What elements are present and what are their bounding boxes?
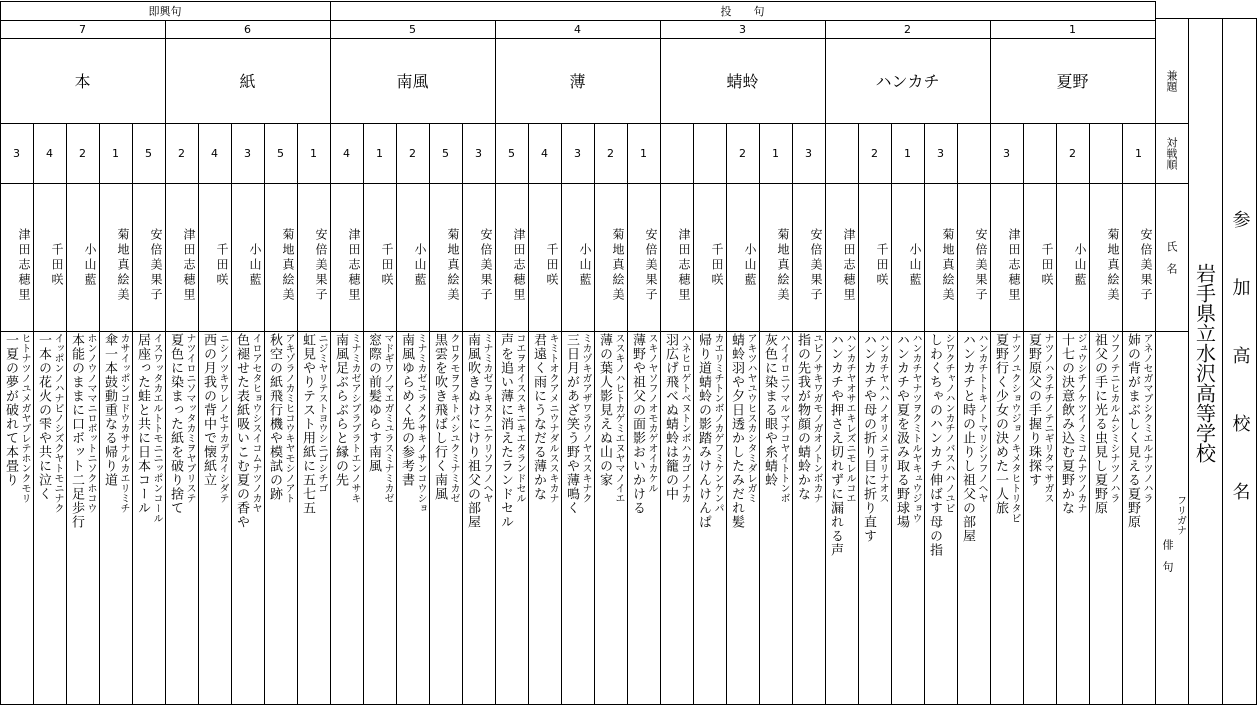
toku-header [330,2,1155,20]
entry-haiku-block [495,333,528,703]
entry-name-text: 菊地真絵美 [611,227,625,303]
entry-order [198,123,231,183]
entry-name-text: 小山藍 [83,242,97,288]
entry-order [1089,123,1122,183]
entry-order [165,123,198,183]
entry-order [957,123,990,183]
entry-order-text: 2 [1069,146,1076,160]
entry-furigana: ナツイロニソマッタカミヲヤブリステ [184,333,195,503]
entry-haiku: 三日月があざ笑う野や薄鳴く [564,333,579,515]
entry-name-text: 千田咲 [710,242,724,288]
entry-haiku-block [165,333,198,703]
entry-haiku-block [1122,333,1155,703]
entry-haiku-block [858,333,891,703]
entry-haiku: 秋空の紙飛行機や模試の跡 [267,333,282,501]
entry-name-text: 安倍美果子 [809,227,823,303]
entry-furigana: シワクチャノハンカチノバスハハノユビ [943,333,954,513]
entry-order-text: 3 [805,146,812,160]
entry-haiku-block [297,333,330,703]
entry-furigana: コエヲオイススキニキエタランドセル [514,333,525,503]
sokkyo-header [0,2,330,20]
entry-haiku-block [132,333,165,703]
entry-haiku: 君遠く雨にうなだる薄かな [531,333,546,501]
entry-furigana: カサイッポンコドウカサナルカエリミチ [118,333,129,513]
entry-name-text: 安倍美果子 [314,227,328,303]
entry-order-text: 1 [1135,146,1142,160]
entry-haiku-block [594,333,627,703]
entry-name [825,183,858,331]
entry-furigana: カエリミチトンボノカゲフミケンケンパ [712,333,723,513]
entry-haiku-block [363,333,396,703]
entry-order [495,123,528,183]
entry-haiku-block [792,333,825,703]
round-number [825,20,990,38]
entry-haiku: 一本の花火の雫や共に泣く [36,333,51,501]
entry-order-text: 2 [178,146,185,160]
entry-name [429,183,462,331]
entry-haiku: 本能のままに口ボット二足歩行 [69,333,84,529]
entry-haiku: ハンカチと時の止りし祖父の部屋 [960,333,975,543]
sokkyo-label: 即興句 [148,5,182,18]
round-number-text: 6 [244,22,251,36]
entry-order [693,123,726,183]
side-top-rule [1155,18,1257,19]
entry-name-text: 菊地真絵美 [446,227,460,303]
entry-order [231,123,264,183]
entry-order-text: 2 [607,146,614,160]
entry-order [462,123,495,183]
entry-name [924,183,957,331]
entry-haiku: 指の先我が物顔の蜻蛉かな [795,333,810,501]
entry-order-text: 5 [508,146,515,160]
round-number-text: 7 [79,22,86,36]
entry-name [0,183,33,331]
entry-haiku: 南風ゆらめく先の参考書 [399,333,414,487]
entry-name [495,183,528,331]
entry-name [462,183,495,331]
round-topic [660,38,825,123]
entry-order-text: 1 [904,146,911,160]
school-name-text: 岩手県立水沢高等学校 [1192,263,1217,463]
entry-name-text: 千田咲 [380,242,394,288]
entry-name-text: 千田咲 [215,242,229,288]
entry-name [99,183,132,331]
entry-name-text: 小山藍 [248,242,262,288]
entry-haiku: 夏野行く少女の決めた一人旅 [993,333,1008,515]
entry-name [132,183,165,331]
entry-haiku: 傘一本鼓動重なる帰り道 [102,333,117,487]
entry-name [264,183,297,331]
entry-haiku: 夏色に染まった紙を破り捨て [168,333,183,515]
school-header-text: 参 加 高 校 名 [1229,210,1251,516]
entry-name-text: 安倍美果子 [149,227,163,303]
entry-name-text: 津田志穂里 [677,227,691,303]
entry-haiku: 灰色に染まる眼や糸蜻蛉 [762,333,777,487]
entry-haiku: 黒雲を吹き飛ばし行く南風 [432,333,447,501]
entry-name [198,183,231,331]
entry-furigana: ユビノサキワガモノガオノトンボカナ [811,333,822,503]
toku-label: 投 句 [720,5,765,18]
entry-name-text: 菊地真絵美 [116,227,130,303]
entry-haiku: 声を追い薄に消えたランドセル [498,333,513,529]
entry-order [924,123,957,183]
entry-order [1023,123,1056,183]
entry-name [594,183,627,331]
entry-name-text: 津田志穂里 [842,227,856,303]
entry-order-text: 4 [541,146,548,160]
furigana-text: フリガナ [1174,495,1186,535]
entry-haiku: 薄野や祖父の面影おいかける [630,333,645,515]
entry-name [330,183,363,331]
entry-haiku: 居座った蛙と共に日本コール [135,333,150,515]
entry-furigana: ミナミカゼユラメクサキノサンコウショ [415,333,426,513]
entry-order-text: 5 [442,146,449,160]
entry-order-text: 1 [376,146,383,160]
entry-haiku-block [0,333,33,703]
entry-name-text: 千田咲 [545,242,559,288]
entry-furigana: ハネヒロゲトベヌトンボハカゴノナカ [679,333,690,503]
entry-name [1089,183,1122,331]
entry-name-text: 小山藍 [413,242,427,288]
entry-haiku-block [264,333,297,703]
entry-order-text: 3 [475,146,482,160]
entry-haiku-block [198,333,231,703]
entry-haiku: 十七の決意飲み込む夏野かな [1059,333,1074,515]
entry-name [759,183,792,331]
round-number [165,20,330,38]
entry-name [990,183,1023,331]
entry-haiku: 色褪せた表紙吸いこむ夏の香や [234,333,249,529]
entry-name [297,183,330,331]
round-topic [0,38,165,123]
entry-name [726,183,759,331]
entry-furigana: ハンカチヤオサエキレズニモレルコエ [844,333,855,503]
round-topic-text: 薄 [569,72,586,91]
entry-name-text: 菊地真絵美 [776,227,790,303]
haiku-text: 俳 句 [1161,538,1174,572]
round-topic-text: 本 [74,72,91,91]
entry-haiku-block [990,333,1023,703]
shimei-label [1157,184,1185,330]
entry-haiku-block [1023,333,1056,703]
entry-order-text: 2 [409,146,416,160]
entry-furigana: ミナミカゼアシブラブラトエンノサキ [349,333,360,503]
entry-haiku: しわくちゃのハンカチ伸ばす母の指 [927,333,942,557]
entry-haiku: 窓際の前髪ゆらす南風 [366,333,381,473]
entry-furigana: ジュウシチノケツイノミコムナツノカナ [1075,333,1086,513]
round-topic [990,38,1155,123]
entry-haiku-block [396,333,429,703]
round-number-text: 2 [904,22,911,36]
entry-furigana: アキゾラノカミヒコウキヤモシノアト [283,333,294,503]
entry-furigana: スキノヤソフノオモカゲオイカケル [646,333,657,493]
entry-name [231,183,264,331]
school-divider [1188,18,1189,705]
entry-name-text: 菊地真絵美 [1106,227,1120,303]
entry-haiku-block [66,333,99,703]
entry-haiku-block [627,333,660,703]
entry-haiku: ハンカチや夏を汲み取る野球場 [894,333,909,529]
entry-order-text: 1 [772,146,779,160]
entry-order-text: 5 [145,146,152,160]
entry-order-text: 2 [79,146,86,160]
taisen-label [1157,124,1185,182]
entry-furigana: ミナミカゼフキヌケニケリソフノヘヤ [481,333,492,503]
round-topic-text: 蜻蛉 [726,72,759,91]
entry-order [396,123,429,183]
entry-haiku: 薄の葉人影見えぬ山の家 [597,333,612,487]
entry-name [858,183,891,331]
entry-furigana: キミトオクアメニウナダルススキカナ [547,333,558,503]
entry-name-text: 津田志穂里 [347,227,361,303]
entry-order [0,123,33,183]
entry-name-text: 小山藍 [908,242,922,288]
entry-name-text: 安倍美果子 [1139,227,1153,303]
entry-order [891,123,924,183]
entry-furigana: ミカヅキガアザワラウノヤススキナク [580,333,591,503]
round-number-text: 5 [409,22,416,36]
entry-order [528,123,561,183]
entry-order-text: 2 [871,146,878,160]
entry-furigana: ハンカチヤナツヲクミトルヤキュウジョウ [910,333,921,523]
entry-name [396,183,429,331]
entry-furigana: ススキノハヒトカゲミエヌヤマノイエ [613,333,624,503]
entry-name-text: 安倍美果子 [479,227,493,303]
entry-name [165,183,198,331]
entry-name-text: 菊地真絵美 [941,227,955,303]
entry-haiku-block [1056,333,1089,703]
entry-name-text: 小山藍 [1073,242,1087,288]
round-number-text: 4 [574,22,581,36]
entry-furigana: ニシノツキワレノセナカデカイシダテ [217,333,228,503]
entry-haiku: 南風足ぶらぶらと縁の先 [333,333,348,487]
entry-order-text: 3 [937,146,944,160]
entry-furigana: ソフノテニヒカルムシミシナツノハラ [1108,333,1119,503]
bottom-rule [0,704,1257,705]
entry-name [627,183,660,331]
school-name [1188,20,1222,706]
entry-name [1056,183,1089,331]
entry-haiku: 夏野原父の手握り珠探す [1026,333,1041,487]
entry-order [990,123,1023,183]
entry-name-text: 津田志穂里 [512,227,526,303]
entry-name [528,183,561,331]
round-topic [165,38,330,123]
round-topic-text: ハンカチ [875,72,940,91]
round-number-text: 3 [739,22,746,36]
entry-name [957,183,990,331]
entry-furigana: イッポンノハナビノシズクヤトモニナク [52,333,63,513]
entry-furigana: アネノセガマブシクミエルナツノハラ [1141,333,1152,503]
entry-haiku-block [726,333,759,703]
entry-haiku-block [957,333,990,703]
entry-furigana: ハンカチトトキノトマリシソフノヘヤ [976,333,987,503]
round-number [495,20,660,38]
entry-order-text: 3 [244,146,251,160]
entry-name-text: 安倍美果子 [974,227,988,303]
taisen-text: 対戦順 [1165,136,1178,170]
entry-order-text: 5 [277,146,284,160]
entry-furigana: イスワッタカエルトトモニニッポンコール [151,333,162,523]
entry-furigana: イロアセタヒョウシスイコムナツノカヤ [250,333,261,513]
entry-furigana: ニジミヤリテストヨウシニゴシチゴ [316,333,327,493]
entry-order [99,123,132,183]
entry-name-text: 菊地真絵美 [281,227,295,303]
entry-order-text: 1 [640,146,647,160]
entry-order [132,123,165,183]
entry-haiku: 一夏の夢が破れて本畳り [3,333,18,487]
entry-furigana: マドギワノマエガミユラスミナミカゼ [382,333,393,503]
entry-haiku-block [759,333,792,703]
entry-order [825,123,858,183]
entry-order [726,123,759,183]
entry-haiku-block [825,333,858,703]
entry-order [330,123,363,183]
entry-furigana: ナツノハラチチノテニギリタマサガス [1042,333,1053,503]
round-topic [495,38,660,123]
entry-haiku-block [693,333,726,703]
entry-haiku: 南風吹きぬけにけり祖父の部屋 [465,333,480,529]
entry-order-text: 3 [13,146,20,160]
entry-name [66,183,99,331]
entry-haiku-block [528,333,561,703]
kendai-label [1157,40,1185,122]
entry-name-text: 千田咲 [50,242,64,288]
entry-order [627,123,660,183]
entry-haiku: ハンカチや母の折り目に折り直す [861,333,876,543]
entry-order [561,123,594,183]
entry-haiku-block [660,333,693,703]
round-topic [330,38,495,123]
entry-name-text: 津田志穂里 [1007,227,1021,303]
entry-name-text: 小山藍 [578,242,592,288]
kendai-text: 兼題 [1165,70,1178,92]
round-topic-text: 夏野 [1056,72,1089,91]
entry-order [429,123,462,183]
school-header-divider [1222,18,1223,705]
entry-haiku-block [429,333,462,703]
entry-name-text: 千田咲 [875,242,889,288]
round-topic-text: 紙 [239,72,256,91]
entry-haiku-block [33,333,66,703]
round-number [330,20,495,38]
entry-order-text: 4 [211,146,218,160]
shimei-text: 氏 名 [1165,240,1178,274]
entry-haiku: 姉の背がまぶしく見える夏野原 [1125,333,1140,529]
round-number [660,20,825,38]
entry-order [363,123,396,183]
entry-haiku: ハンカチや押さえ切れずに漏れる声 [828,333,843,557]
entry-order [792,123,825,183]
entry-name [792,183,825,331]
entry-haiku-block [1089,333,1122,703]
round-number-text: 1 [1069,22,1076,36]
entry-order [660,123,693,183]
entry-name [561,183,594,331]
entry-haiku: 祖父の手に光る虫見し夏野原 [1092,333,1107,515]
entry-furigana: ハンカチヤハハノオリメニオリナオス [877,333,888,503]
entry-haiku-block [99,333,132,703]
entry-furigana: アキツハヤユウヒスカシタミダレガミ [745,333,756,503]
entry-haiku-block [462,333,495,703]
entry-order [594,123,627,183]
entry-haiku: 蜻蛉羽や夕日透かしたみだれ髪 [729,333,744,529]
entry-furigana: ナツノユクショウジョノキメタヒトリタビ [1009,333,1020,523]
entry-name-text: 津田志穂里 [182,227,196,303]
entry-name-text: 津田志穂里 [17,227,31,303]
top-rule [0,1,1155,2]
entry-name [363,183,396,331]
entry-haiku: 羽広げ飛べぬ蜻蛉は籠の中 [663,333,678,501]
entry-name-text: 安倍美果子 [644,227,658,303]
entry-name [1122,183,1155,331]
entry-name-text: 小山藍 [743,242,757,288]
entry-furigana: ハイイロニソマルマナコヤイトトンボ [778,333,789,503]
round-topic-text: 南風 [396,72,429,91]
entry-order-text: 2 [739,146,746,160]
round-topic [825,38,990,123]
entry-order-text: 4 [46,146,53,160]
entry-haiku: 帰り道蜻蛉の影踏みけんけんぱ [696,333,711,529]
entry-order-text: 3 [574,146,581,160]
side-divider [1155,1,1156,705]
entry-name [660,183,693,331]
entry-order [1122,123,1155,183]
entry-haiku: 西の月我の背中で懐紙立 [201,333,216,487]
entry-haiku-block [561,333,594,703]
entry-order [759,123,792,183]
entry-order [264,123,297,183]
entry-order [1056,123,1089,183]
entry-order [66,123,99,183]
entry-furigana: ヒトナツノユメガヤブレテホンクモリ [19,333,30,503]
entry-haiku: 虹見やりテスト用紙に五七五 [300,333,315,515]
entry-name [693,183,726,331]
entry-haiku-block [924,333,957,703]
entry-haiku-block [891,333,924,703]
entry-name [891,183,924,331]
entry-name-text: 千田咲 [1040,242,1054,288]
school-header [1222,20,1257,706]
entry-haiku-block [330,333,363,703]
entry-furigana: ホンノウノママニロボットニソクホコウ [85,333,96,513]
entry-furigana: クロクモヲフキトバシユクミナミカゼ [448,333,459,503]
entry-name [33,183,66,331]
entry-order [297,123,330,183]
entry-haiku-block [231,333,264,703]
entry-order-text: 1 [310,146,317,160]
entry-name [1023,183,1056,331]
entry-order [858,123,891,183]
entry-order [33,123,66,183]
entry-order-text: 3 [1003,146,1010,160]
round-number [990,20,1155,38]
entry-order-text: 1 [112,146,119,160]
furigana-label [1173,470,1187,560]
entry-order-text: 4 [343,146,350,160]
round-number [0,20,165,38]
